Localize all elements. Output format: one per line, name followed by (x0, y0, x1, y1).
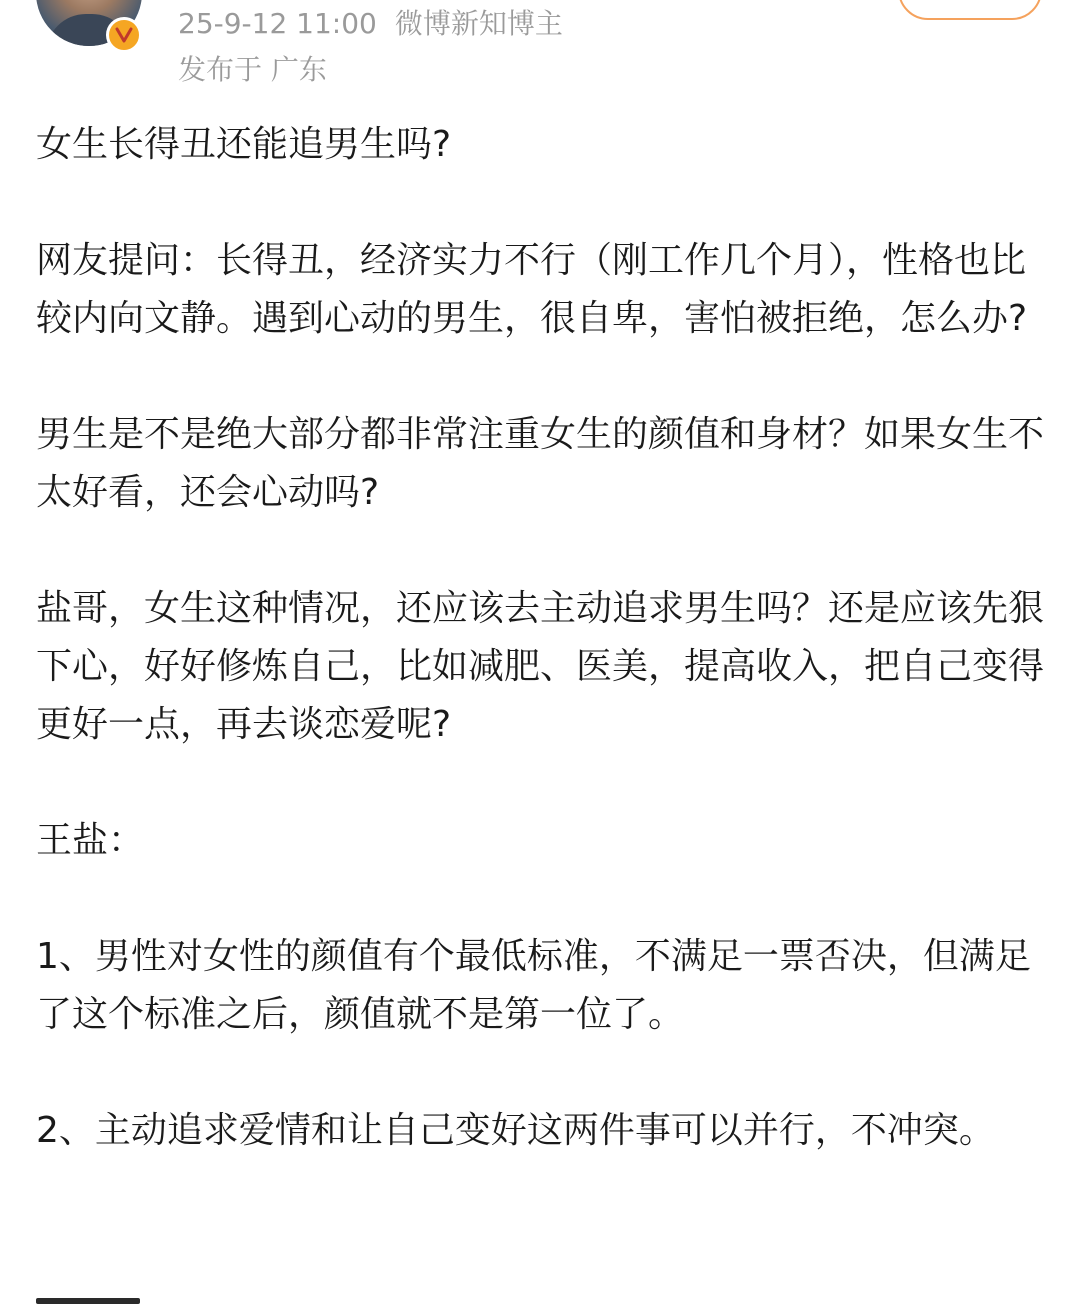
verified-v-glyph (114, 25, 134, 45)
post-timestamp-row (178, 4, 563, 44)
post-title: 女生长得丑还能追男生吗? (36, 124, 452, 165)
bottom-divider (36, 1298, 140, 1304)
post-header (0, 0, 1080, 100)
post-location: 发布于 广东 (178, 53, 327, 86)
post-paragraph: 王盐： (36, 820, 145, 861)
post-timestamp: 25-9-12 11:00 (178, 7, 377, 40)
verified-icon (106, 17, 142, 53)
post-paragraph: 2、主动追求爱情和让自己变好这两件事可以并行，不冲突。 (36, 1110, 995, 1151)
post-paragraph: 盐哥，女生这种情况，还应该去主动追求男生吗？还是应该先狠下心，好好修炼自己，比如减肥、医美，提高收入，把自己变得更好一点，再去谈恋爱呢? (36, 588, 1045, 745)
follow-button[interactable] (898, 0, 1042, 20)
post-source: 微博新知博主 (394, 7, 563, 40)
post-paragraph: 男生是不是绝大部分都非常注重女生的颜值和身材？如果女生不太好看，还会心动吗? (36, 414, 1045, 513)
post-paragraph: 1、男性对女性的颜值有个最低标准，不满足一票否决，但满足了这个标准之后，颜值就不是第一位了。 (36, 936, 1031, 1035)
post-paragraph: 网友提问：长得丑，经济实力不行（刚工作几个月），性格也比较内向文静。遇到心动的男生，很自卑，害怕被拒绝，怎么办? (36, 240, 1028, 339)
post-body (36, 116, 1046, 1218)
